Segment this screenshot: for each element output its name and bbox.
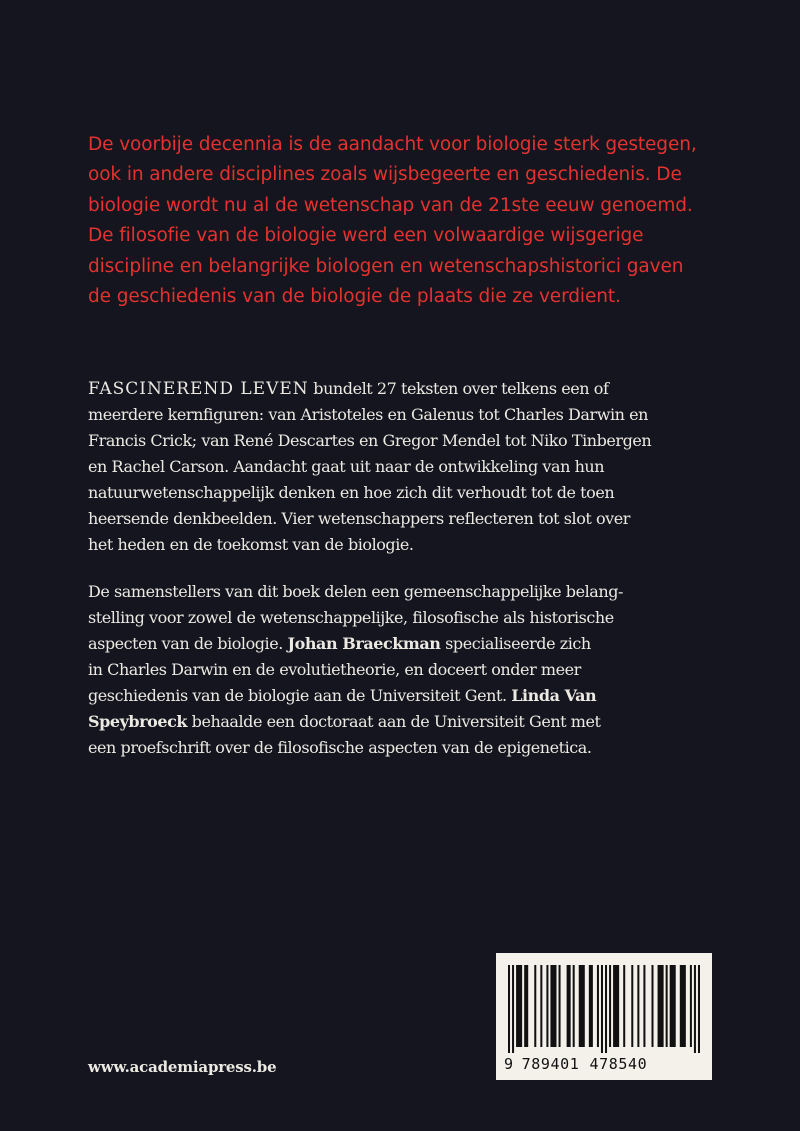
author-name-linda-van-speybroeck-part2: Speybroeck xyxy=(88,712,188,731)
barcode-bar xyxy=(623,965,625,1047)
description-line-rest: bundelt 27 teksten over telkens een of xyxy=(308,379,609,398)
authors-line xyxy=(88,631,738,657)
barcode-bar xyxy=(601,965,603,1053)
barcode-bar xyxy=(573,965,575,1047)
description-line: Francis Crick; van René Descartes en Gregor Mendel tot Niko Tinbergen xyxy=(88,431,652,450)
barcode-bar xyxy=(508,965,510,1053)
intro-line: discipline en belangrijke biologen en wetenschapshistorici gaven xyxy=(88,255,684,277)
barcode-bar xyxy=(609,965,611,1047)
description-line: natuurwetenschappelijk denken en hoe zich dit verhoudt tot de toen xyxy=(88,483,615,502)
barcode-digits-right: 478540 xyxy=(589,1055,648,1073)
book-title: FASCINEREND LEVEN xyxy=(88,379,309,399)
barcode-bar xyxy=(637,965,639,1047)
barcode-bar xyxy=(643,965,645,1047)
barcode-bar xyxy=(546,965,548,1047)
description-line: het heden en de toekomst van de biologie. xyxy=(88,535,414,554)
barcode-bar xyxy=(589,965,593,1047)
description-line: en Rachel Carson. Aandacht gaat uit naar de ontwikkeling van hun xyxy=(88,457,605,476)
intro-line: ook in andere disciplines zoals wijsbegeerte en geschiedenis. De xyxy=(88,164,682,186)
authors-text: aspecten van de biologie. xyxy=(88,634,288,653)
barcode-bar xyxy=(512,965,514,1053)
description-line xyxy=(88,376,738,402)
authors-line xyxy=(88,683,738,709)
barcode-bar xyxy=(597,965,599,1047)
description-line: heersende denkbeelden. Vier wetenschappers reflecteren tot slot over xyxy=(88,509,630,528)
barcode-bar xyxy=(698,965,700,1053)
authors-line: De samenstellers van dit boek delen een gemeenschappelijke belang- xyxy=(88,582,623,601)
barcode-bar xyxy=(631,965,633,1047)
intro-line: biologie wordt nu al de wetenschap van de 21ste eeuw genoemd. xyxy=(88,194,693,216)
barcode-bar xyxy=(680,965,686,1047)
authors-text: specialiseerde zich xyxy=(440,634,591,653)
barcode-bar xyxy=(690,965,692,1047)
barcode-bar xyxy=(550,965,556,1047)
barcode-bar xyxy=(567,965,571,1047)
authors-paragraph xyxy=(88,579,738,761)
barcode-bar xyxy=(579,965,585,1047)
intro-line: De voorbije decennia is de aandacht voor biologie sterk gestegen, xyxy=(88,134,697,155)
intro-line: de geschiedenis van de biologie de plaats die ze verdient. xyxy=(88,286,621,308)
authors-line: in Charles Darwin en de evolutietheorie, en doceert onder meer xyxy=(88,660,581,679)
authors-line: stelling voor zowel de wetenschappelijke, filosofische als historische xyxy=(88,608,614,627)
barcode-bar xyxy=(559,965,561,1047)
authors-text: geschiedenis van de biologie aan de Universiteit Gent. xyxy=(88,686,512,705)
author-name-johan-braeckman: Johan Braeckman xyxy=(287,634,441,653)
authors-line: een proefschrift over de filosofische aspecten van de epigenetica. xyxy=(88,738,592,757)
barcode-bars xyxy=(508,965,700,1053)
description-line: meerdere kernfiguren: van Aristoteles en Galenus tot Charles Darwin en xyxy=(88,405,648,424)
barcode-bar xyxy=(670,965,676,1047)
barcode-digits xyxy=(504,1055,704,1073)
barcode-digits-left: 789401 xyxy=(521,1055,580,1073)
barcode-bar xyxy=(651,965,653,1047)
barcode-bar xyxy=(524,965,528,1047)
barcode-bar xyxy=(666,965,668,1047)
barcode xyxy=(496,953,712,1080)
authors-text: behaalde een doctoraat aan de Universiteit Gent met xyxy=(187,712,601,731)
barcode-bar xyxy=(534,965,536,1047)
intro-paragraph xyxy=(88,130,728,312)
barcode-bar xyxy=(540,965,542,1047)
authors-line xyxy=(88,709,738,735)
barcode-bar xyxy=(658,965,664,1047)
author-name-linda-van-speybroeck-part1: Linda Van xyxy=(511,686,597,705)
publisher-url: www.academiapress.be xyxy=(88,1058,277,1076)
intro-line: De filosofie van de biologie werd een volwaardige wijsgerige xyxy=(88,225,644,247)
description-paragraph xyxy=(88,376,738,558)
barcode-bar xyxy=(613,965,619,1047)
barcode-bar xyxy=(605,965,607,1053)
barcode-bar xyxy=(694,965,696,1053)
barcode-digit-first: 9 xyxy=(504,1055,514,1073)
barcode-bar xyxy=(516,965,522,1047)
